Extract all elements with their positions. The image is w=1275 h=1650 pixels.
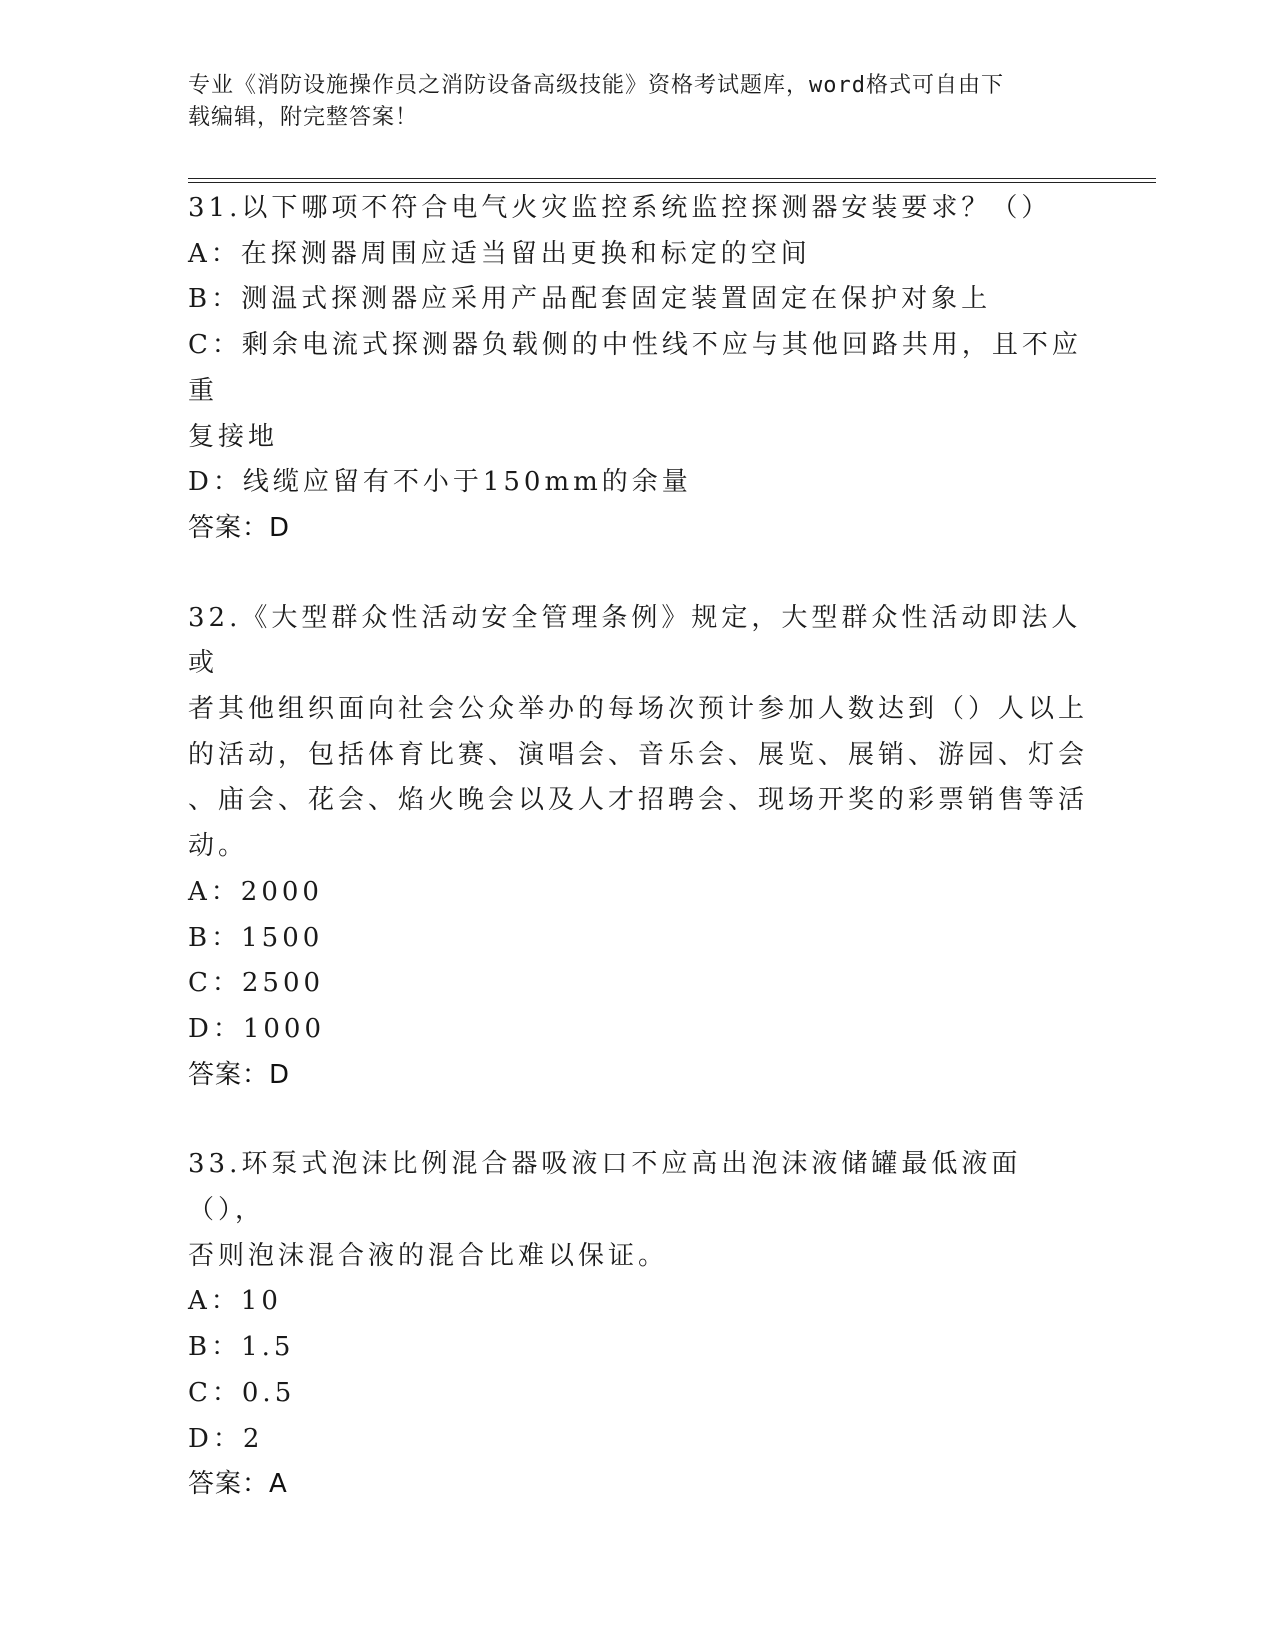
answer: 答案：A (188, 1469, 288, 1500)
option-a: A：10 (188, 1286, 282, 1317)
answer: 答案：D (188, 1059, 291, 1090)
header-divider (188, 178, 1156, 183)
option-c: C：剩余电流式探测器负载侧的中性线不应与其他回路共用，且不应重 (188, 330, 1082, 406)
header-line-1: 专业《消防设施操作员之消防设备高级技能》资格考试题库，word格式可自由下 (188, 73, 1004, 98)
question-stem-continued: 的活动，包括体育比赛、演唱会、音乐会、展览、展销、游园、灯会 (188, 739, 1089, 770)
question-stem: 32.《大型群众性活动安全管理条例》规定，大型群众性活动即法人或 (188, 602, 1082, 679)
question-stem-continued: 动。 (188, 831, 249, 862)
document-header (188, 70, 1078, 134)
question-stem-continued: 、庙会、花会、焰火晚会以及人才招聘会、现场开奖的彩票销售等活 (188, 785, 1089, 816)
option-d: D：线缆应留有不小于150mm的余量 (188, 467, 692, 498)
option-c: C：2500 (188, 968, 325, 999)
option-b: B：测温式探测器应采用产品配套固定装置固定在保护对象上 (188, 284, 992, 315)
option-c: C：0.5 (188, 1377, 296, 1408)
option-c-continued: 复接地 (188, 421, 279, 452)
option-b: B：1.5 (188, 1332, 295, 1363)
answer: 答案：D (188, 512, 291, 543)
question-stem-continued: 否则泡沫混合液的混合比难以保证。 (188, 1240, 669, 1271)
question-list (188, 186, 1088, 1552)
option-a: A：在探测器周围应适当留出更换和标定的空间 (188, 238, 811, 269)
header-line-2: 载编辑，附完整答案！ (188, 105, 419, 130)
option-a: A：2000 (188, 876, 323, 907)
question-stem: 33.环泵式泡沫比例混合器吸液口不应高出泡沫液储罐最低液面（）， (188, 1149, 1022, 1226)
question-31 (188, 186, 1088, 552)
question-stem-continued: 者其他组织面向社会公众举办的每场次预计参加人数达到（）人以上 (188, 694, 1089, 725)
question-33 (188, 1142, 1088, 1508)
question-32 (188, 596, 1088, 1099)
option-d: D：2 (188, 1423, 264, 1454)
option-b: B：1500 (188, 922, 324, 953)
question-stem: 31.以下哪项不符合电气火灾监控系统监控探测器安装要求？（） (188, 193, 1052, 223)
option-d: D：1000 (188, 1013, 326, 1044)
